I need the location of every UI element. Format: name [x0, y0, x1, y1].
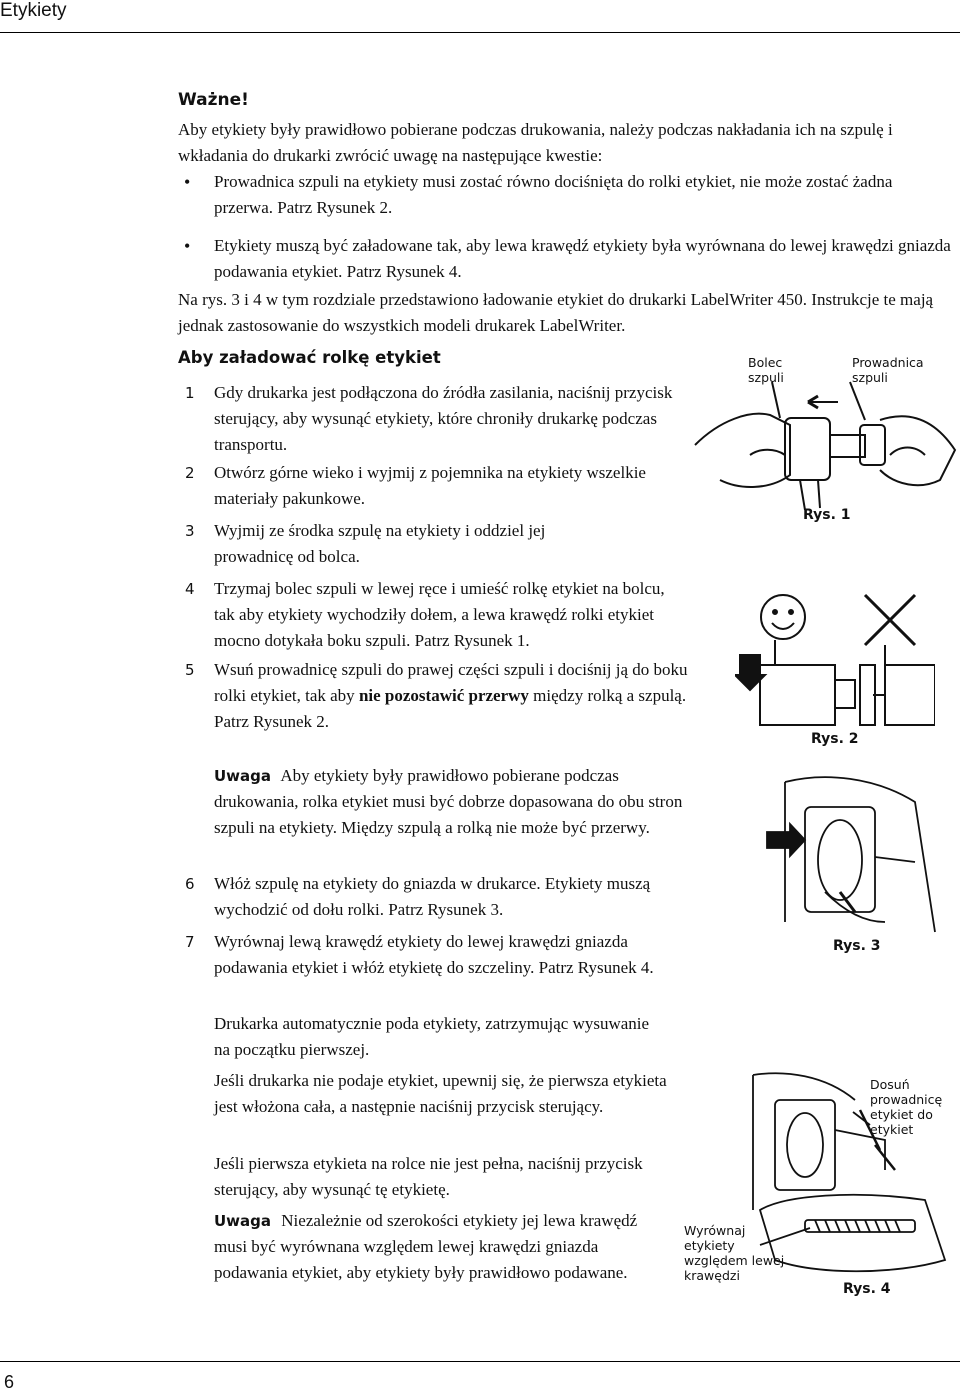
- figure-1-illustration: [690, 380, 960, 515]
- paragraph-first-label: Jeśli pierwsza etykieta na rolce nie jest pełna, naciśnij przycisk sterujący, aby wysunąć tę etykietę.: [214, 1154, 643, 1199]
- note-text: Aby etykiety były prawidłowo pobierane podczas drukowania, rolka etykiet musi być dobrze dopasowana do obu stron szpuli na etykiety. Między szpulą a rolką nie może być przerwy.: [214, 766, 683, 837]
- figure-1-caption: Rys. 1: [803, 507, 851, 523]
- bullet-icon: •: [184, 236, 191, 256]
- note-1: [214, 763, 694, 841]
- cross-icon: [865, 595, 915, 645]
- figure-3-illustration: [765, 772, 945, 937]
- step-2: [185, 460, 654, 512]
- fig1-label-line: Bolec: [748, 355, 783, 370]
- step-text: Włóż szpulę na etykiety do gniazda w drukarce. Etykiety muszą wychodzić od dołu rolki. Patrz Rysunek 3.: [214, 874, 651, 919]
- step-1: [185, 380, 684, 458]
- procedure-title: Aby załadować rolkę etykiet: [178, 348, 441, 367]
- fig4-label-line: Wyrównaj: [684, 1223, 746, 1238]
- step-6: [185, 871, 674, 923]
- important-bullet-1: [184, 169, 954, 221]
- step-text: Wyjmij ze środka szpulę na etykiety i oddziel jej prowadnicę od bolca.: [214, 521, 546, 566]
- step-text-bold: nie pozostawić przerwy: [358, 686, 529, 705]
- step-text: Wyrównaj lewą krawędź etykiety do lewej krawędzi gniazda podawania etykiet i włóż etykietę do szczeliny. Patrz Rysunek 4.: [214, 932, 654, 977]
- paragraph-no-feed: Jeśli drukarka nie podaje etykiet, upewnij się, że pierwsza etykieta jest włożona cała, a następnie naciśnij przycisk sterujący.: [214, 1071, 667, 1116]
- paragraph-auto-feed: Drukarka automatycznie poda etykiety, zatrzymując wysuwanie na początku pierwszej.: [214, 1014, 650, 1059]
- step-7: [185, 929, 699, 981]
- step-text: Gdy drukarka jest podłączona do źródła zasilania, naciśnij przycisk sterujący, aby wysunąć etykiety, które chroniły drukarkę podczas transportu.: [214, 383, 673, 454]
- step-3: [185, 518, 614, 570]
- page-header-title: Etykiety: [0, 0, 67, 21]
- step-text: między rolką a szpulą. Patrz Rysunek 2.: [214, 686, 687, 731]
- figure-2-illustration: [735, 585, 935, 735]
- step-number: 6: [185, 875, 195, 893]
- figure-4-caption: Rys. 4: [843, 1281, 891, 1297]
- fig1-label-line: szpuli: [852, 370, 888, 385]
- fig4-label-line: względem lewej: [684, 1253, 785, 1268]
- figure-2-caption: Rys. 2: [811, 731, 859, 747]
- fig4-label-line: etykiet do: [870, 1107, 933, 1122]
- figure-3-caption: Rys. 3: [833, 938, 881, 954]
- step-number: 2: [185, 464, 195, 482]
- fig4-label-line: etykiet: [870, 1122, 914, 1137]
- fig4-label-line: prowadnicę: [870, 1092, 943, 1107]
- step-number: 7: [185, 933, 195, 951]
- fig1-label-line: szpuli: [748, 370, 784, 385]
- bullet-icon: •: [184, 172, 191, 192]
- important-title: Ważne!: [178, 90, 249, 110]
- page-number: 6: [4, 1372, 15, 1392]
- note-label: Uwaga: [214, 1212, 272, 1230]
- important-paragraph: Na rys. 3 i 4 w tym rozdziale przedstawiono ładowanie etykiet do drukarki LabelWriter 450. Instrukcje te mają jednak zastosowanie do wszystkich modeli drukarek LabelWriter.: [178, 290, 934, 335]
- important-bullet-2: [184, 233, 954, 285]
- header-divider: [0, 32, 960, 33]
- footer-divider: [0, 1361, 960, 1362]
- bullet-text: Prowadnica szpuli na etykiety musi zostać równo dociśnięta do rolki etykiet, nie może zostać żadna przerwa. Patrz Rysunek 2.: [214, 172, 893, 217]
- step-5: [185, 657, 709, 735]
- step-text: Otwórz górne wieko i wyjmij z pojemnika na etykiety wszelkie materiały pakunkowe.: [214, 463, 646, 508]
- note-text: Niezależnie od szerokości etykiety jej lewa krawędź musi być wyrównana względem lewej krawędzi gniazda podawania etykiet, aby etykiety były prawidłowo podawane.: [214, 1211, 638, 1282]
- step-number: 3: [185, 522, 195, 540]
- step-4: [185, 576, 684, 654]
- step-number: 4: [185, 580, 195, 598]
- fig4-label-line: Dosuń: [870, 1077, 910, 1092]
- fig4-label-line: krawędzi: [684, 1268, 740, 1283]
- step-number: 5: [185, 661, 195, 679]
- step-number: 1: [185, 384, 195, 402]
- note-2: [214, 1208, 674, 1286]
- bullet-text: Etykiety muszą być załadowane tak, aby lewa krawędź etykiety była wyrównana do lewej krawędzi gniazda podawania etykiet. Patrz Rysunek 4.: [214, 236, 951, 281]
- step-text: Trzymaj bolec szpuli w lewej ręce i umieść rolkę etykiet na bolcu, tak aby etykiety wychodziły dołem, a lewa krawędź rolki etykiet mocno dotykała boku szpuli. Patrz Rysunek 1.: [214, 579, 665, 650]
- important-intro: Aby etykiety były prawidłowo pobierane podczas drukowania, należy podczas nakładania ich na szpulę i wkładania do drukarki zwrócić uwagę na następujące kwestie:: [178, 120, 893, 165]
- figure-4-illustration: [745, 1070, 960, 1280]
- fig4-label-line: etykiety: [684, 1238, 735, 1253]
- note-label: Uwaga: [214, 767, 272, 785]
- smiley-icon: [761, 595, 805, 639]
- fig1-label-line: Prowadnica: [852, 355, 924, 370]
- step-text: Wsuń prowadnicę szpuli do prawej części szpuli i dociśnij ją do boku rolki etykiet, tak aby: [214, 660, 688, 705]
